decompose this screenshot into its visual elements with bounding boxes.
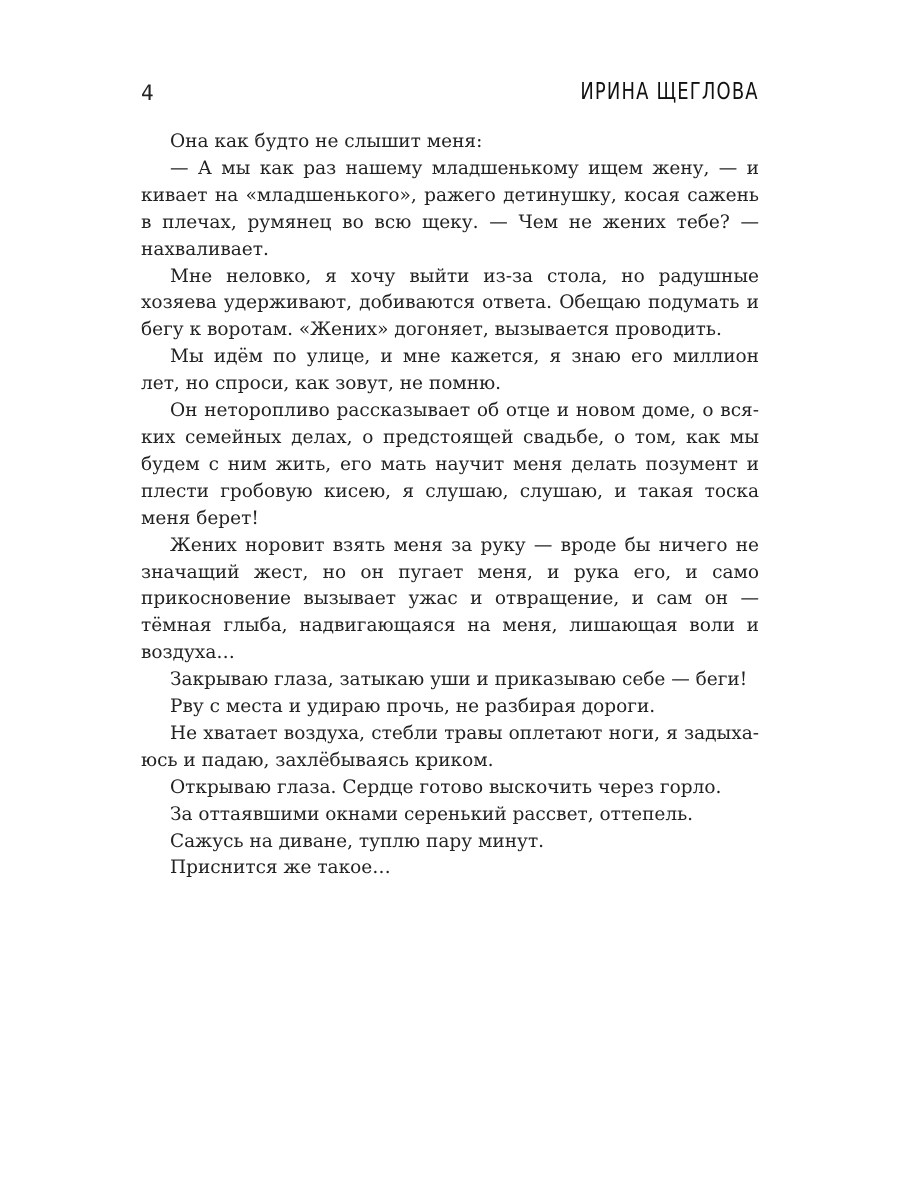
body-text (141, 129, 759, 882)
paragraph: За оттаявшими окнами серенький рассвет, оттепель. (170, 803, 694, 825)
paragraph: Закрываю глаза, затыкаю уши и приказываю себе — беги! (170, 669, 748, 691)
running-header (141, 76, 759, 110)
paragraph: Жених норовит взять меня за руку — вроде бы ничего не значащий жест, но он пугает меня, и рука его, и само прикосновение вызывает ужас и отвращение, и сам он — тёмная глыба, надвигающаяся на меня, лишающая воли и воздуха… (141, 534, 759, 664)
paragraph: — А мы как раз нашему младшенькому ищем жену, — и кивает на «младшенького», ражего детинушку, косая сажень в плечах, румянец во всю щеку. — Чем не жених тебе? — нахваливает. (141, 157, 759, 260)
paragraph: Открываю глаза. Сердце готово выскочить через горло. (170, 776, 722, 798)
paragraph: Не хватает воздуха, стебли травы оплетают ноги, я задыхаюсь и падаю, захлёбываясь криком. (141, 722, 759, 771)
page-number: 4 (141, 81, 154, 105)
paragraph: Он неторопливо рассказывает об отце и новом доме, о всяких семейных делах, о предстоящей свадьбе, о том, как мы будем с ним жить, его мать научит меня делать позумент и плести гробовую кисею, я слушаю, слушаю, и такая тоска меня берет! (141, 400, 759, 529)
paragraph: Приснится же такое… (170, 857, 391, 879)
paragraph: Рву с места и удираю прочь, не разбирая дороги. (170, 696, 656, 718)
paragraph: Сажусь на диване, туплю пару минут. (170, 830, 545, 852)
paragraph: Мне неловко, я хочу выйти из-за стола, но радушные хозяева удерживают, добиваются ответа. Обещаю подумать и бегу к воротам. «Жених» догоняет, вызывается проводить. (141, 265, 759, 341)
paragraph: Мы идём по улице, и мне кажется, я знаю его миллион лет, но спроси, как зовут, не помню. (141, 346, 759, 395)
paragraph: Она как будто не слышит меня: (170, 131, 483, 152)
running-header-author: ИРИНА ЩЕГЛОВА (580, 79, 759, 105)
